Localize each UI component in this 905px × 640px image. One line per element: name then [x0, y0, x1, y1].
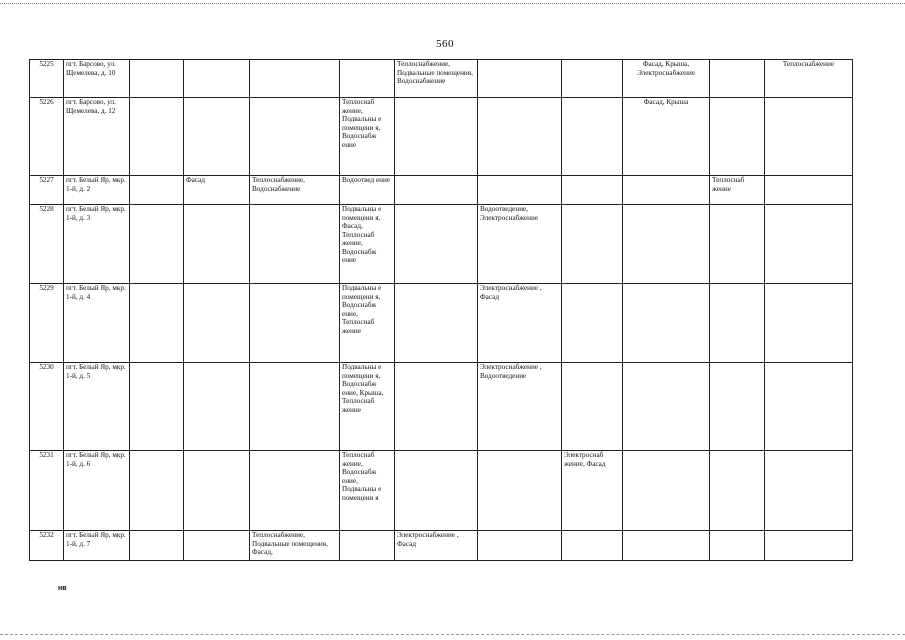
- row-number: 5228: [30, 205, 64, 284]
- work-type-text: Фасад, Крыша, Электроснабжение: [636, 60, 696, 77]
- work-type-cell: [130, 205, 184, 284]
- work-type-cell: [130, 284, 184, 363]
- work-type-cell: [765, 363, 853, 451]
- table-row: [30, 205, 853, 284]
- work-type-cell: [765, 531, 853, 561]
- work-type-cell: [340, 531, 395, 561]
- page-number: 560: [436, 38, 454, 50]
- work-type-cell: [710, 531, 765, 561]
- work-type-cell: [710, 451, 765, 531]
- work-type-cell: [130, 98, 184, 176]
- table-row: [30, 98, 853, 176]
- work-type-text: Подвальны е помещени я, Водоснабж ение, Теплоснаб жение: [342, 284, 382, 335]
- work-type-cell: [765, 60, 853, 98]
- work-type-cell: [765, 284, 853, 363]
- work-type-cell: [478, 363, 562, 451]
- work-type-cell: [710, 98, 765, 176]
- address-cell: пгт. Белый Яр, мкр. 1-й, д. 5: [64, 363, 130, 451]
- work-type-cell: [478, 98, 562, 176]
- work-type-cell: [710, 363, 765, 451]
- work-type-text: Подвальны е помещени я, Фасад, Теплоснаб жение, Водоснабж ение: [342, 205, 382, 264]
- work-type-cell: [765, 205, 853, 284]
- work-type-cell: [130, 451, 184, 531]
- work-type-text: Фасад, Крыша: [643, 98, 689, 106]
- work-type-cell: [710, 284, 765, 363]
- work-type-cell: [395, 284, 478, 363]
- work-type-cell: [562, 363, 623, 451]
- work-type-cell: [623, 60, 710, 98]
- work-type-cell: [250, 205, 340, 284]
- work-type-text: Водоотведение, Электроснабжение: [480, 205, 539, 222]
- work-type-cell: [395, 176, 478, 205]
- work-type-cell: [250, 176, 340, 205]
- work-type-cell: [562, 284, 623, 363]
- table-row: [30, 60, 853, 98]
- work-type-cell: [623, 284, 710, 363]
- work-type-cell: [562, 60, 623, 98]
- row-number: 5227: [30, 176, 64, 205]
- address-cell: пгт. Барсово, ул. Щемелева, д. 10: [64, 60, 130, 98]
- work-type-cell: [130, 60, 184, 98]
- work-type-cell: [623, 531, 710, 561]
- work-type-cell: [250, 98, 340, 176]
- work-type-cell: [478, 451, 562, 531]
- row-number: 5229: [30, 284, 64, 363]
- work-type-cell: [184, 205, 250, 284]
- work-type-cell: [130, 176, 184, 205]
- footer-mark: нв: [58, 585, 67, 592]
- work-type-cell: [184, 531, 250, 561]
- work-type-cell: [340, 284, 395, 363]
- work-type-text: Фасад: [186, 176, 205, 184]
- work-type-cell: [765, 98, 853, 176]
- row-number: 5231: [30, 451, 64, 531]
- work-type-cell: [710, 205, 765, 284]
- work-type-cell: [765, 176, 853, 205]
- scan-edge-top: [0, 3, 905, 4]
- work-type-cell: [562, 205, 623, 284]
- work-type-cell: [562, 176, 623, 205]
- work-type-cell: [395, 451, 478, 531]
- work-type-cell: [710, 176, 765, 205]
- work-type-text: Электроснаб жение, Фасад: [564, 451, 606, 468]
- work-type-text: Электроснабжение , Водоотведение: [480, 363, 542, 380]
- work-type-text: Подвальны е помещени я, Водоснабж ение, Крыша, Теплоснаб жение: [342, 363, 384, 414]
- work-type-cell: [623, 363, 710, 451]
- work-type-cell: [250, 363, 340, 451]
- work-type-cell: [478, 284, 562, 363]
- work-type-text: Теплоснабжение: [782, 60, 835, 68]
- work-type-cell: [340, 176, 395, 205]
- table-row: [30, 176, 853, 205]
- work-type-cell: [250, 451, 340, 531]
- work-type-text: Электроснабжение , Фасад: [397, 531, 459, 548]
- work-type-cell: [395, 531, 478, 561]
- work-type-cell: [478, 531, 562, 561]
- work-type-cell: [250, 284, 340, 363]
- table-row: [30, 451, 853, 531]
- work-type-cell: [340, 60, 395, 98]
- work-type-cell: [184, 451, 250, 531]
- work-type-cell: [623, 176, 710, 205]
- work-type-cell: [395, 363, 478, 451]
- address-cell: пгт. Белый Яр, мкр. 1-й, д. 6: [64, 451, 130, 531]
- work-type-cell: [562, 98, 623, 176]
- work-type-text: Теплоснабжение, Водоснабжение: [252, 176, 305, 193]
- work-type-cell: [562, 451, 623, 531]
- work-type-cell: [130, 531, 184, 561]
- work-type-cell: [395, 98, 478, 176]
- work-type-cell: [623, 98, 710, 176]
- work-type-cell: [250, 531, 340, 561]
- table-row: [30, 284, 853, 363]
- address-cell: пгт. Белый Яр, мкр. 1-й, д. 4: [64, 284, 130, 363]
- work-type-cell: [395, 205, 478, 284]
- work-type-cell: [130, 363, 184, 451]
- work-type-cell: [340, 363, 395, 451]
- work-type-cell: [623, 205, 710, 284]
- address-cell: пгт. Белый Яр, мкр. 1-й, д. 2: [64, 176, 130, 205]
- work-type-cell: [340, 205, 395, 284]
- work-type-cell: [250, 60, 340, 98]
- work-type-text: Теплоснабжение, Подвальные помещения, Фасад,: [252, 531, 328, 556]
- work-type-cell: [340, 451, 395, 531]
- address-cell: пгт. Барсово, ул. Щемелева, д. 12: [64, 98, 130, 176]
- row-number: 5225: [30, 60, 64, 98]
- work-type-text: Теплоснабжение, Подвальные помещения, Водоснабжение: [397, 60, 473, 85]
- table-row: [30, 531, 853, 561]
- scan-edge-bottom: [0, 634, 905, 635]
- work-type-cell: [184, 60, 250, 98]
- work-type-text: Водоотвед ение: [342, 176, 391, 184]
- address-cell: пгт. Белый Яр, мкр. 1-й, д. 3: [64, 205, 130, 284]
- row-number: 5232: [30, 531, 64, 561]
- table-row: [30, 363, 853, 451]
- work-type-cell: [765, 451, 853, 531]
- work-type-cell: [623, 451, 710, 531]
- row-number: 5226: [30, 98, 64, 176]
- work-type-cell: [478, 205, 562, 284]
- work-type-cell: [395, 60, 478, 98]
- work-type-cell: [340, 98, 395, 176]
- repair-schedule-table: [29, 59, 853, 561]
- row-number: 5230: [30, 363, 64, 451]
- work-type-text: Теплоснаб жение, Водоснабж ение, Подвальны е помещени я: [342, 451, 382, 502]
- work-type-cell: [478, 60, 562, 98]
- work-type-cell: [184, 363, 250, 451]
- work-type-text: Теплоснаб жение, Подвальны е помещени я, Водоснабж ение: [342, 98, 382, 149]
- work-type-text: Теплоснаб жение: [712, 176, 745, 193]
- work-type-text: Электроснабжение , Фасад: [480, 284, 542, 301]
- address-cell: пгт. Белый Яр, мкр. 1-й, д. 7: [64, 531, 130, 561]
- work-type-cell: [562, 531, 623, 561]
- work-type-cell: [184, 98, 250, 176]
- work-type-cell: [710, 60, 765, 98]
- work-type-cell: [184, 176, 250, 205]
- work-type-cell: [478, 176, 562, 205]
- work-type-cell: [184, 284, 250, 363]
